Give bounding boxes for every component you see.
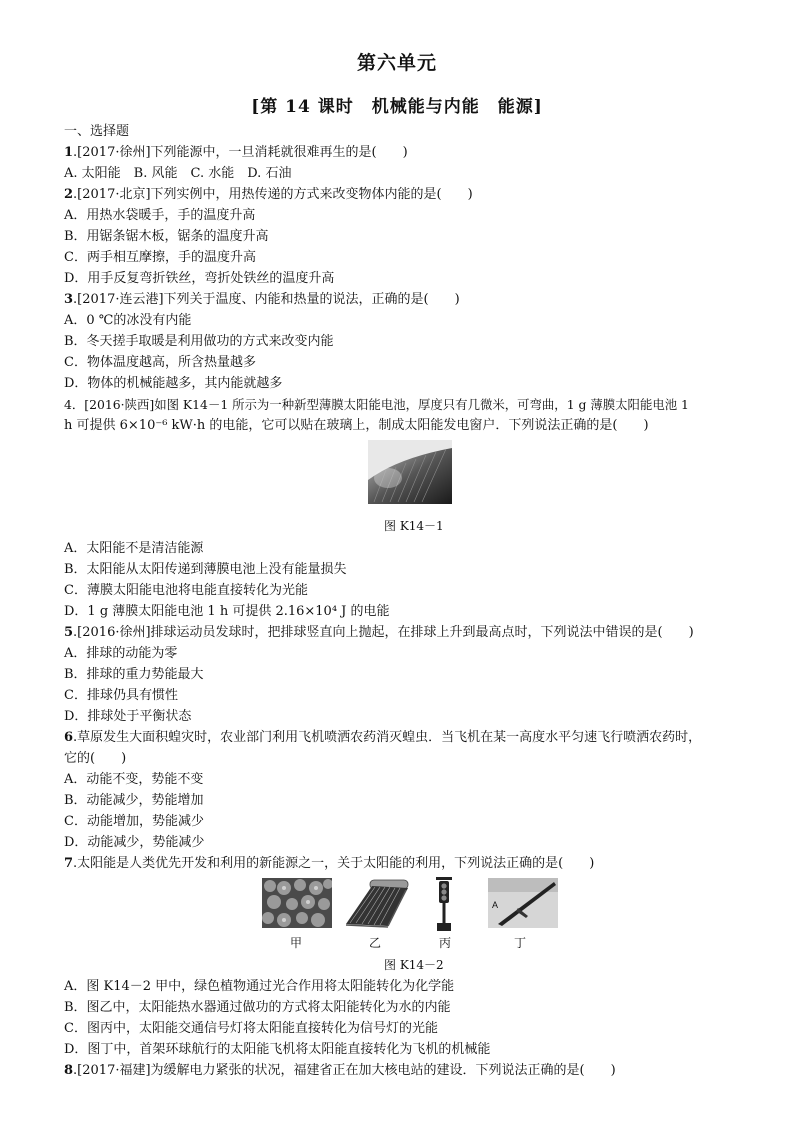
green-plants-photo [262, 878, 332, 928]
figure-label-ding: 丁 [514, 936, 527, 950]
question-5-option-d: D．排球处于平衡状态 [64, 709, 192, 724]
question-number: 6 [64, 730, 74, 745]
question-7-option-d: D．图丁中，首架环球航行的太阳能飞机将太阳能直接转化为飞机的机械能 [64, 1042, 491, 1057]
figure-label-yi: 乙 [369, 936, 382, 950]
solar-water-heater-photo [340, 878, 410, 930]
question-text: .[2016·徐州]排球运动员发球时，把排球竖直向上抛起，在排球上升到最高点时，下列说法中错误的是( ) [73, 625, 694, 640]
question-2-stem [64, 187, 473, 203]
question-2-option-c: C．两手相互摩擦，手的温度升高 [64, 250, 256, 265]
question-6-option-b: B．动能减少，势能增加 [64, 793, 204, 808]
question-3-stem [64, 292, 460, 308]
question-number: 2 [64, 187, 74, 202]
question-5-option-b: B．排球的重力势能最大 [64, 667, 204, 682]
question-7-stem [64, 856, 594, 872]
figure-label-bing: 丙 [439, 936, 452, 950]
question-4-line-1: 4．[2016·陕西]如图 K14－1 所示为一种新型薄膜太阳能电池，厚度只有几微米，可弯曲，1 g 薄膜太阳能电池 1 [64, 397, 689, 412]
figure-label-jia: 甲 [290, 936, 303, 950]
figure-k14-2-caption: 图 K14－2 [384, 958, 444, 972]
section-heading: 一、选择题 [64, 124, 130, 139]
question-number: 5 [64, 625, 74, 640]
question-text: .太阳能是人类优先开发和利用的新能源之一，关于太阳能的利用，下列说法正确的是( ) [73, 856, 595, 871]
thin-film-solar-cell-figure [368, 440, 452, 504]
question-4-option-a: A．太阳能不是清洁能源 [64, 541, 204, 556]
question-3-option-a: A．0 ℃的冰没有内能 [64, 313, 192, 328]
question-6-option-c: C．动能增加，势能减少 [64, 814, 204, 829]
question-text: .[2017·北京]下列实例中，用热传递的方式来改变物体内能的是( ) [73, 187, 473, 202]
question-3-option-b: B．冬天搓手取暖是利用做功的方式来改变内能 [64, 334, 334, 349]
question-5-stem [64, 625, 694, 641]
question-6-option-d: D．动能减少，势能减少 [64, 835, 205, 850]
solar-airplane-photo [488, 878, 558, 928]
question-number: 3 [64, 292, 74, 307]
question-3-option-c: C．物体温度越高，所含热量越多 [64, 355, 256, 370]
question-1-options: A. 太阳能 B. 风能 C. 水能 D. 石油 [64, 166, 292, 181]
question-7-option-b: B．图乙中，太阳能热水器通过做功的方式将太阳能转化为水的内能 [64, 1000, 451, 1015]
question-7-option-c: C．图丙中，太阳能交通信号灯将太阳能直接转化为信号灯的光能 [64, 1021, 438, 1036]
question-number: 1 [64, 145, 74, 160]
question-2-option-b: B．用锯条锯木板，锯条的温度升高 [64, 229, 269, 244]
question-8-stem [64, 1063, 616, 1079]
question-number: 7 [64, 856, 74, 871]
question-3-option-d: D．物体的机械能越多，其内能就越多 [64, 376, 283, 391]
solar-traffic-light-photo [430, 876, 458, 932]
question-text: .[2017·徐州]下列能源中，一旦消耗就很难再生的是( ) [73, 145, 408, 160]
question-2-option-d: D．用手反复弯折铁丝，弯折处铁丝的温度升高 [64, 271, 335, 286]
figure-k14-1-caption: 图 K14－1 [384, 519, 444, 533]
question-6-line-1 [64, 730, 701, 746]
question-text: .[2017·连云港]下列关于温度、内能和热量的说法，正确的是( ) [73, 292, 460, 307]
question-4-line-2: h 可提供 6×10⁻⁶ kW·h 的电能，它可以贴在玻璃上，制成太阳能发电窗户．下列说法正确的是( ) [64, 418, 649, 433]
question-number: 8 [64, 1063, 74, 1078]
question-5-option-a: A．排球的动能为零 [64, 646, 178, 661]
question-4-option-c: C．薄膜太阳能电池将电能直接转化为光能 [64, 583, 308, 598]
question-text: .草原发生大面积蝗灾时，农业部门利用飞机喷洒农药消灭蝗虫．当飞机在某一高度水平匀速飞行喷洒农药时， [73, 730, 702, 745]
question-4-option-d: D．1 g 薄膜太阳能电池 1 h 可提供 2.16×10⁴ J 的电能 [64, 604, 390, 619]
question-text: .[2017·福建]为缓解电力紧张的状况，福建省正在加大核电站的建设．下列说法正确的是( ) [73, 1063, 616, 1078]
question-4-option-b: B．太阳能从太阳传递到薄膜电池上没有能量损失 [64, 562, 347, 577]
question-6-line-2: 它的( ) [64, 751, 127, 766]
question-7-option-a: A．图 K14－2 甲中，绿色植物通过光合作用将太阳能转化为化学能 [64, 979, 455, 994]
question-5-option-c: C．排球仍具有惯性 [64, 688, 178, 703]
lesson-title: [第 14 课时 机械能与内能 能源] [251, 97, 543, 117]
question-1-stem [64, 145, 408, 161]
airplane-letter-a: A [492, 900, 499, 910]
question-6-option-a: A．动能不变，势能不变 [64, 772, 204, 787]
unit-title: 第六单元 [356, 52, 437, 74]
question-2-option-a: A．用热水袋暖手，手的温度升高 [64, 208, 256, 223]
